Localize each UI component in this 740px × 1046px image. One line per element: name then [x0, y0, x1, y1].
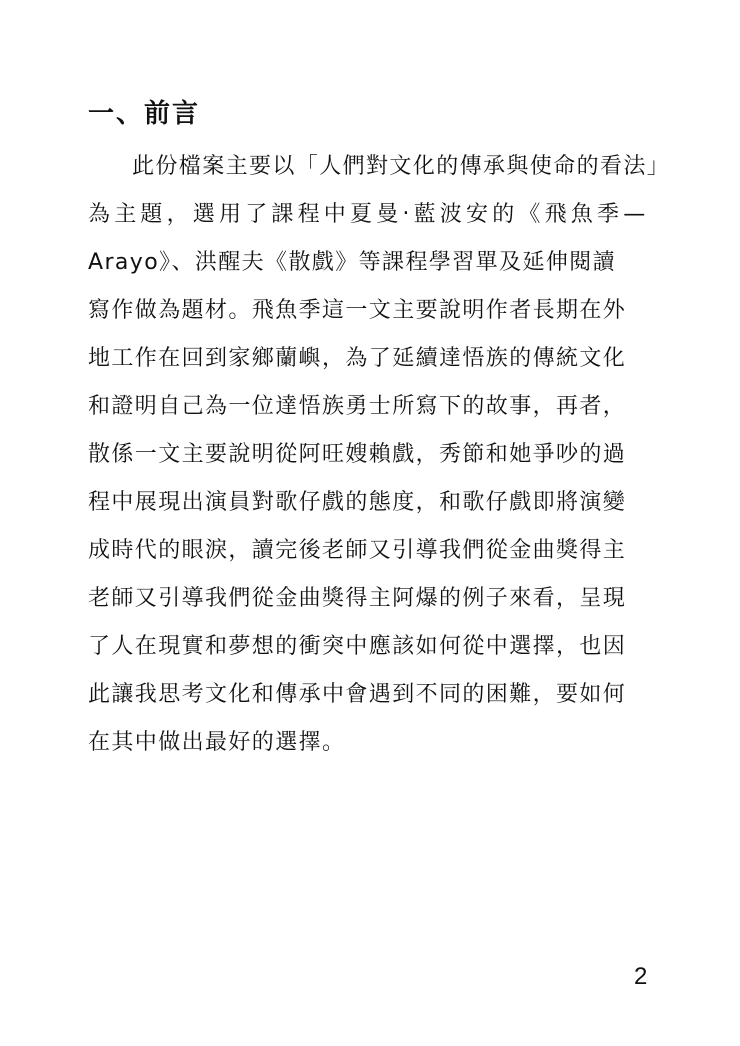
paragraph-line: 程中展現出演員對歌仔戲的態度，和歌仔戲即將演變	[88, 490, 627, 515]
paragraph-line: 地工作在回到家鄉蘭嶼，為了延續達悟族的傳統文化	[88, 346, 627, 371]
paragraph-line: Arayo》、洪醒夫《散戲》等課程學習單及延伸閱讀	[88, 250, 617, 275]
paragraph-line: 此份檔案主要以「人們對文化的傳承與使命的看法」	[132, 154, 671, 179]
body-paragraph	[88, 150, 678, 774]
page-number: 2	[634, 963, 648, 990]
paragraph-line: 為主題，選用了課程中夏曼‧藍波安的《飛魚季—	[88, 202, 650, 227]
paragraph-line: 寫作做為題材。飛魚季這一文主要說明作者長期在外	[88, 298, 627, 323]
paragraph-line: 了人在現實和夢想的衝突中應該如何從中選擇，也因	[88, 634, 627, 659]
section-heading: 一、前言	[88, 99, 201, 129]
paragraph-line: 在其中做出最好的選擇。	[88, 730, 346, 755]
paragraph-line: 老師又引導我們從金曲獎得主阿爆的例子來看，呈現	[88, 586, 627, 611]
paragraph-line: 散係一文主要說明從阿旺嫂賴戲，秀節和她爭吵的過	[88, 442, 627, 467]
paragraph-line: 和證明自己為一位達悟族勇士所寫下的故事，再者，	[88, 394, 627, 419]
paragraph-line: 成時代的眼淚，讀完後老師又引導我們從金曲獎得主	[88, 538, 627, 563]
paragraph-line: 此讓我思考文化和傳承中會遇到不同的困難，要如何	[88, 682, 627, 707]
